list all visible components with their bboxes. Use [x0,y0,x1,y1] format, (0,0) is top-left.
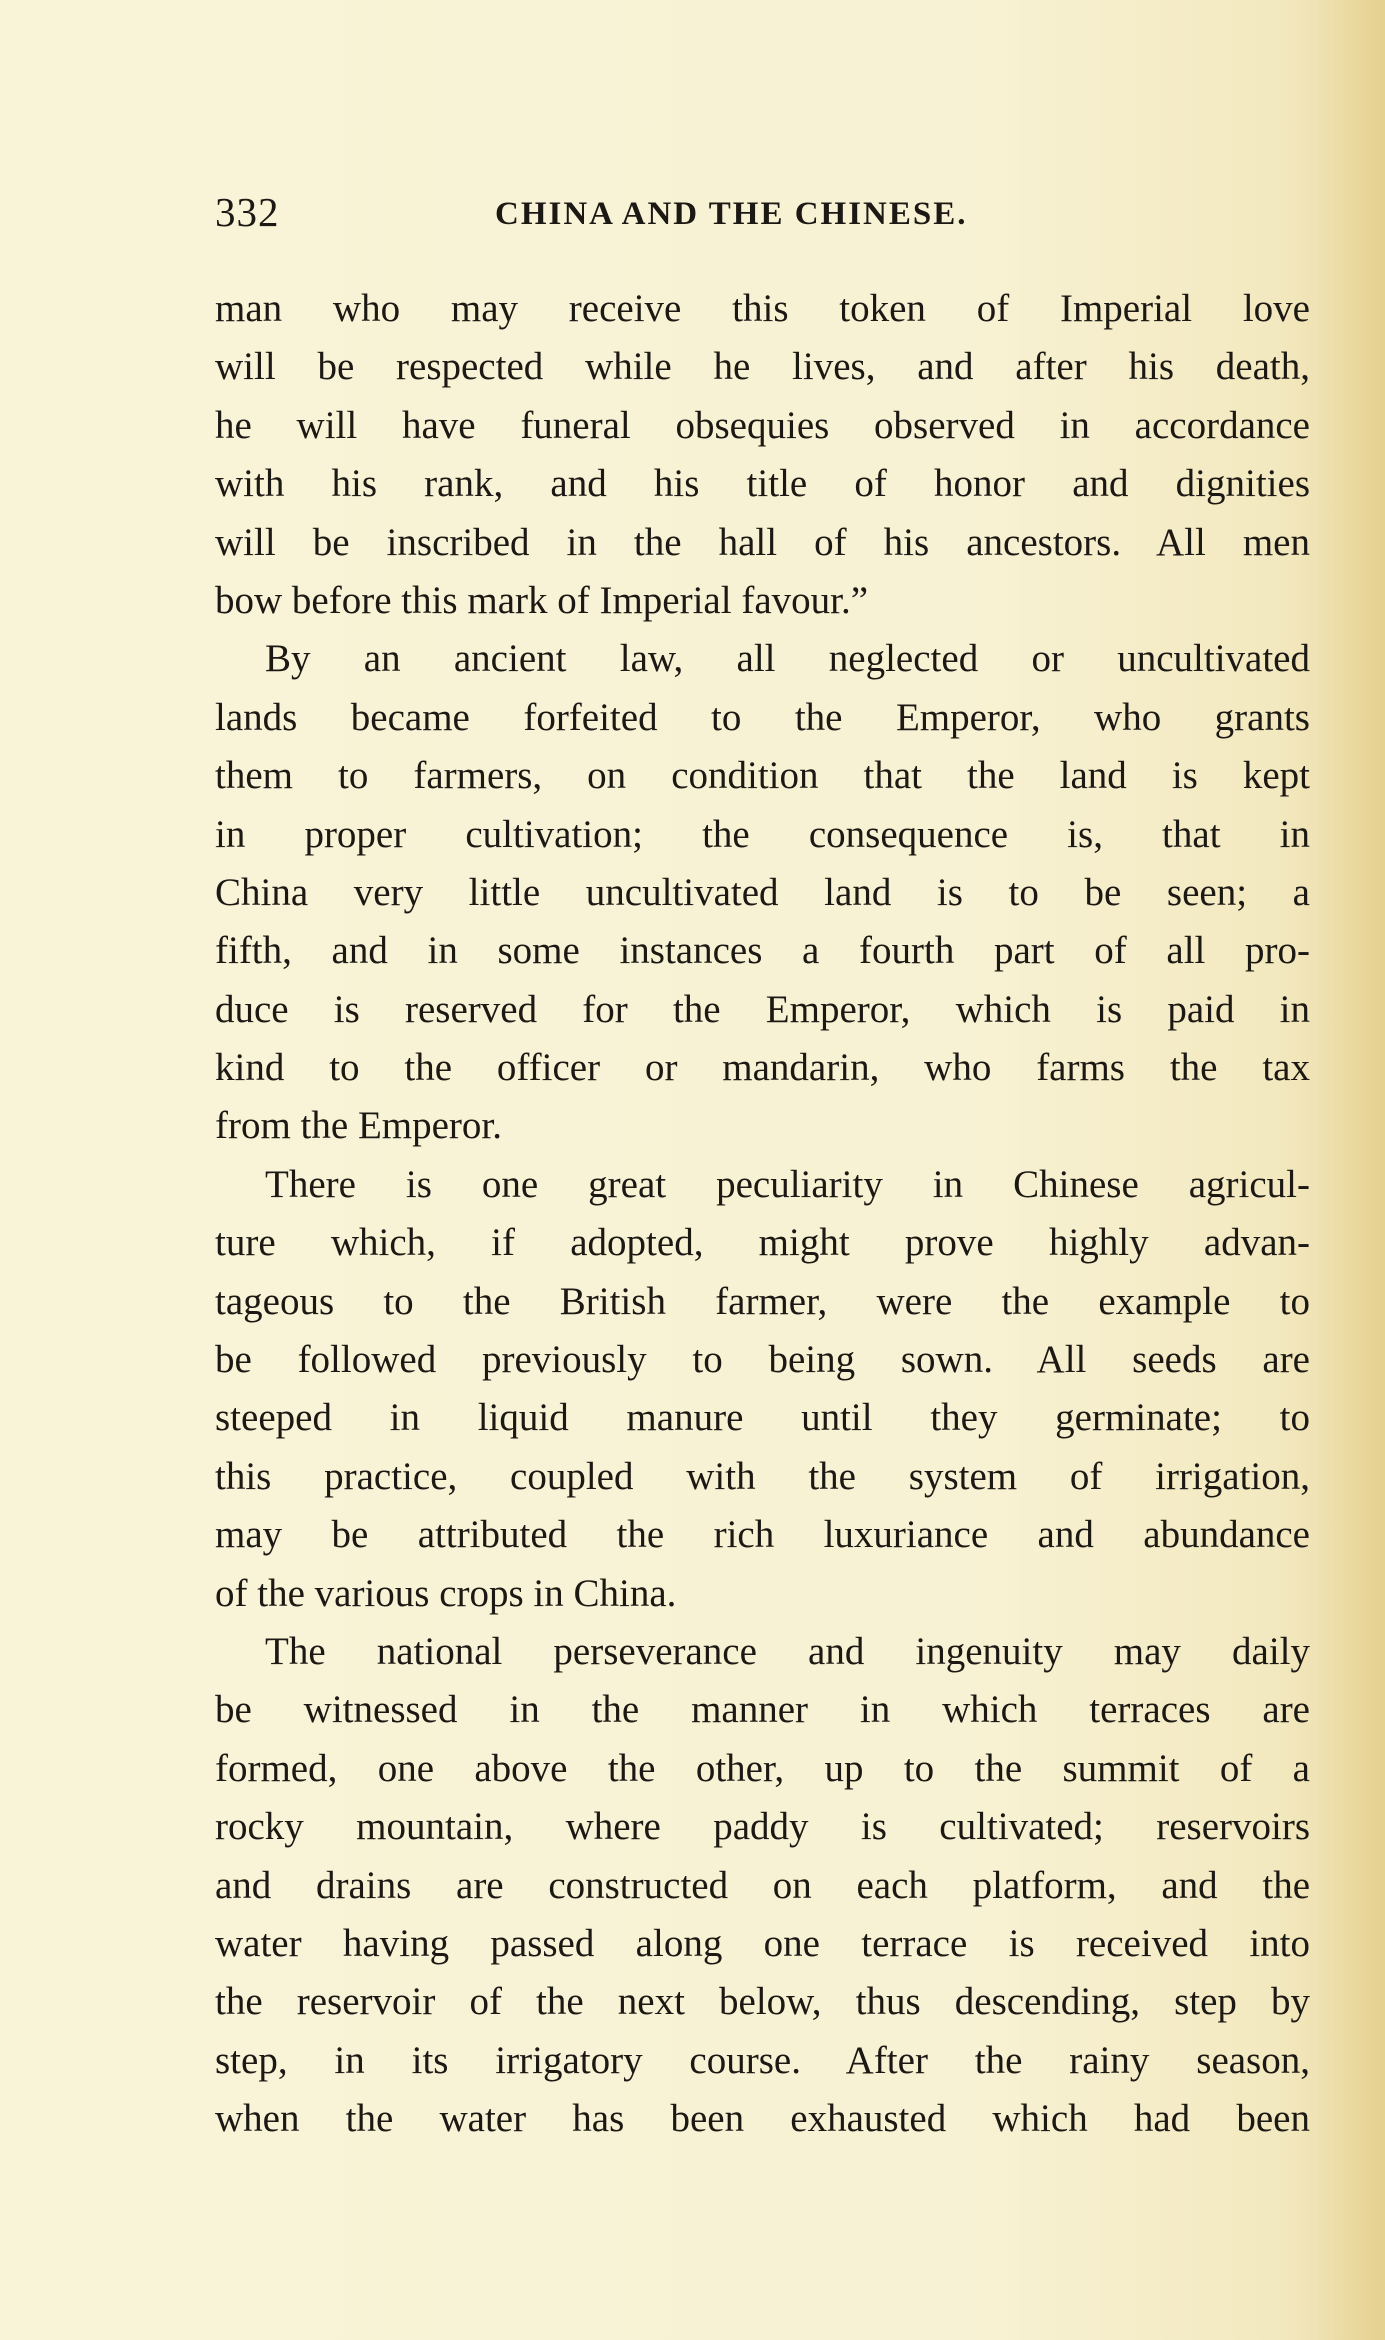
text-line: may be attributed the rich luxuriance and abundance [215,1513,1310,1557]
text-line: China very little uncultivated land is to be seen; a [215,870,1310,914]
running-head [215,188,1065,238]
text-line: formed, one above the other, up to the summit of a [215,1746,1310,1790]
text-line: fifth, and in some instances a fourth part of all pro- [215,929,1310,973]
running-title: CHINA AND THE CHINESE. [495,196,968,232]
text-line: duce is reserved for the Emperor, which is paid in [215,987,1310,1031]
page-edge-shading [1315,0,1385,2340]
text-line: from the Emperor. [215,1104,502,1148]
text-line: steeped in liquid manure until they germinate; to [215,1396,1310,1440]
text-line: man who may receive this token of Imperial love [215,287,1310,330]
text-line: tageous to the British farmer, were the example to [215,1279,1310,1323]
text-line: will be respected while he lives, and after his death, [215,345,1310,389]
body-text [215,280,1310,2149]
text-line: will be inscribed in the hall of his ancestors. All men [215,520,1310,564]
page-number: 332 [215,189,280,235]
text-line: ture which, if adopted, might prove highly advan- [215,1221,1310,1265]
text-line: rocky mountain, where paddy is cultivated; reservoirs [215,1805,1310,1849]
text-line: be followed previously to being sown. All seeds are [215,1338,1310,1382]
paragraph-first-line: The national perseverance and ingenuity may daily [265,1629,1310,1673]
text-line: them to farmers, on condition that the land is kept [215,754,1310,798]
text-line: this practice, coupled with the system of irrigation, [215,1454,1310,1498]
text-line: lands became forfeited to the Emperor, who grants [215,695,1310,739]
text-line: water having passed along one terrace is received into [215,1921,1310,1965]
text-line: bow before this mark of Imperial favour.” [215,578,869,622]
paragraph-first-line: By an ancient law, all neglected or uncultivated [265,637,1310,681]
text-line: of the various crops in China. [215,1571,677,1615]
text-line: be witnessed in the manner in which terraces are [215,1688,1310,1732]
text-line: step, in its irrigatory course. After the rainy season, [215,2038,1310,2082]
text-line: with his rank, and his title of honor and dignities [215,462,1310,506]
paragraph-first-line: There is one great peculiarity in Chinese agricul- [265,1162,1310,1206]
text-line: in proper cultivation; the consequence is, that in [215,812,1310,856]
text-line: when the water has been exhausted which had been [215,2097,1310,2141]
text-line: the reservoir of the next below, thus descending, step by [215,1980,1310,2024]
text-line: and drains are constructed on each platform, and the [215,1863,1310,1907]
text-line: he will have funeral obsequies observed in accordance [215,403,1310,447]
text-line: kind to the officer or mandarin, who farms the tax [215,1046,1310,1090]
